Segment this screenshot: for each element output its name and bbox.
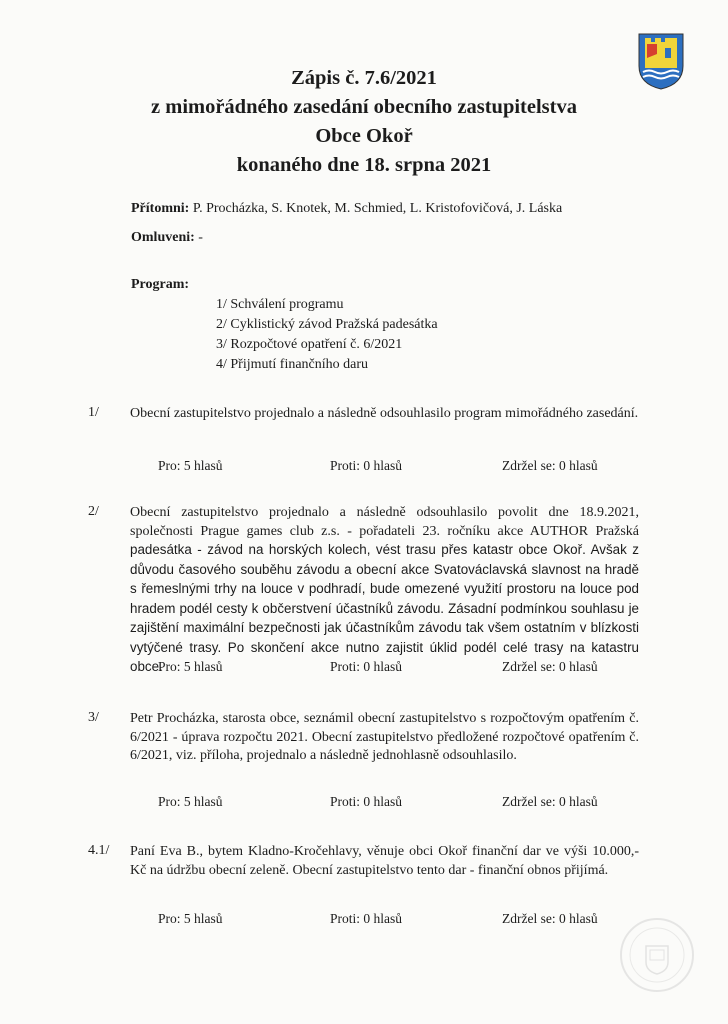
vote-against: Proti: 0 hlasů [330,458,403,473]
vote-against: Proti: 0 hlasů [330,659,403,674]
document-title [0,64,728,180]
title-line-3: Obce Okoř [315,125,413,147]
attendance-excused [131,230,203,246]
present-names: P. Procházka, S. Knotek, M. Schmied, L. Kristofovičová, J. Láska [192,201,563,216]
vote-abstain: Zdržel se: 0 hlasů [502,911,598,926]
title-line-2: z mimořádného zasedání obecního zastupitelstva [151,96,577,118]
vote-abstain: Zdržel se: 0 hlasů [502,458,598,473]
program-item: 3/ Rozpočtové opatření č. 6/2021 [216,337,403,352]
vote-for: Pro: 5 hlasů [158,659,223,674]
item-number: 2/ [88,504,99,519]
program-item: 1/ Schválení programu [216,297,344,312]
program-list [216,295,438,375]
vote-for: Pro: 5 hlasů [158,794,223,809]
title-line-4: konaného dne 18. srpna 2021 [236,154,492,176]
vote-against: Proti: 0 hlasů [330,794,403,809]
excused-names: - [198,230,203,245]
program-label: Program: [131,277,190,292]
item-text: Paní Eva B., bytem Kladno-Kročehlavy, věnuje obci Okoř finanční dar ve výši 10.000,- Kč na údržbu obecní zeleně. Obecní zastupitelstvo tento dar - finanční obnos přijímá. [130,844,639,878]
vote-abstain: Zdržel se: 0 hlasů [502,794,598,809]
embossed-seal-icon [618,916,696,994]
item-number: 4.1/ [88,843,110,858]
attendance-present [131,201,562,217]
item-number: 1/ [88,405,99,420]
item-text-part-1: Obecní zastupitelstvo projednalo a následně odsouhlasilo povolit dne 18.9.2021, společnosti Prague games club z.s. - pořadateli 23. ročníku akce AUTHOR Pražská [130,505,639,539]
item-text [130,504,639,678]
item-text-part-2: padesátka - závod na horských kolech, vést trasu přes katastr obce Okoř. Avšak z důvodu časového souběhu závodu a obecní akce Svatováclavská slavnost na hradě s řemeslnými trhy na louce v podhradí, bude omezené využití prostoru na louce pod hradem podél cesty k občerstvení účastníků závodu. Zásadní podmínkou souhlasu je zajištění maximální bezpečnosti jak účastníkům závodu tak všem ostatním v blízkosti vytýčené trasy. Po skončení akce nutno zajistit úklid podél celé trasy na katastru obce. [130,542,639,674]
item-number: 3/ [88,710,99,725]
vote-for: Pro: 5 hlasů [158,458,223,473]
item-text: Petr Procházka, starosta obce, seznámil obecní zastupitelstvo s rozpočtovým opatřením č. 6/2021 - úprava rozpočtu 2021. Obecní zastupitelstvo předložené rozpočtové opatřením č. 6/2021, viz. příloha, projednalo a následně jednohlasně odsouhlasilo. [130,711,639,763]
vote-against: Proti: 0 hlasů [330,911,403,926]
present-label: Přítomni: [131,201,190,216]
title-line-1: Zápis č. 7.6/2021 [291,67,437,89]
item-text: Obecní zastupitelstvo projednalo a následně odsouhlasilo program mimořádného zasedání. [130,406,639,421]
excused-label: Omluveni: [131,230,195,245]
program-item: 4/ Přijmutí finančního daru [216,357,369,372]
program-item: 2/ Cyklistický závod Pražská padesátka [216,317,438,332]
vote-for: Pro: 5 hlasů [158,911,223,926]
vote-abstain: Zdržel se: 0 hlasů [502,659,598,674]
